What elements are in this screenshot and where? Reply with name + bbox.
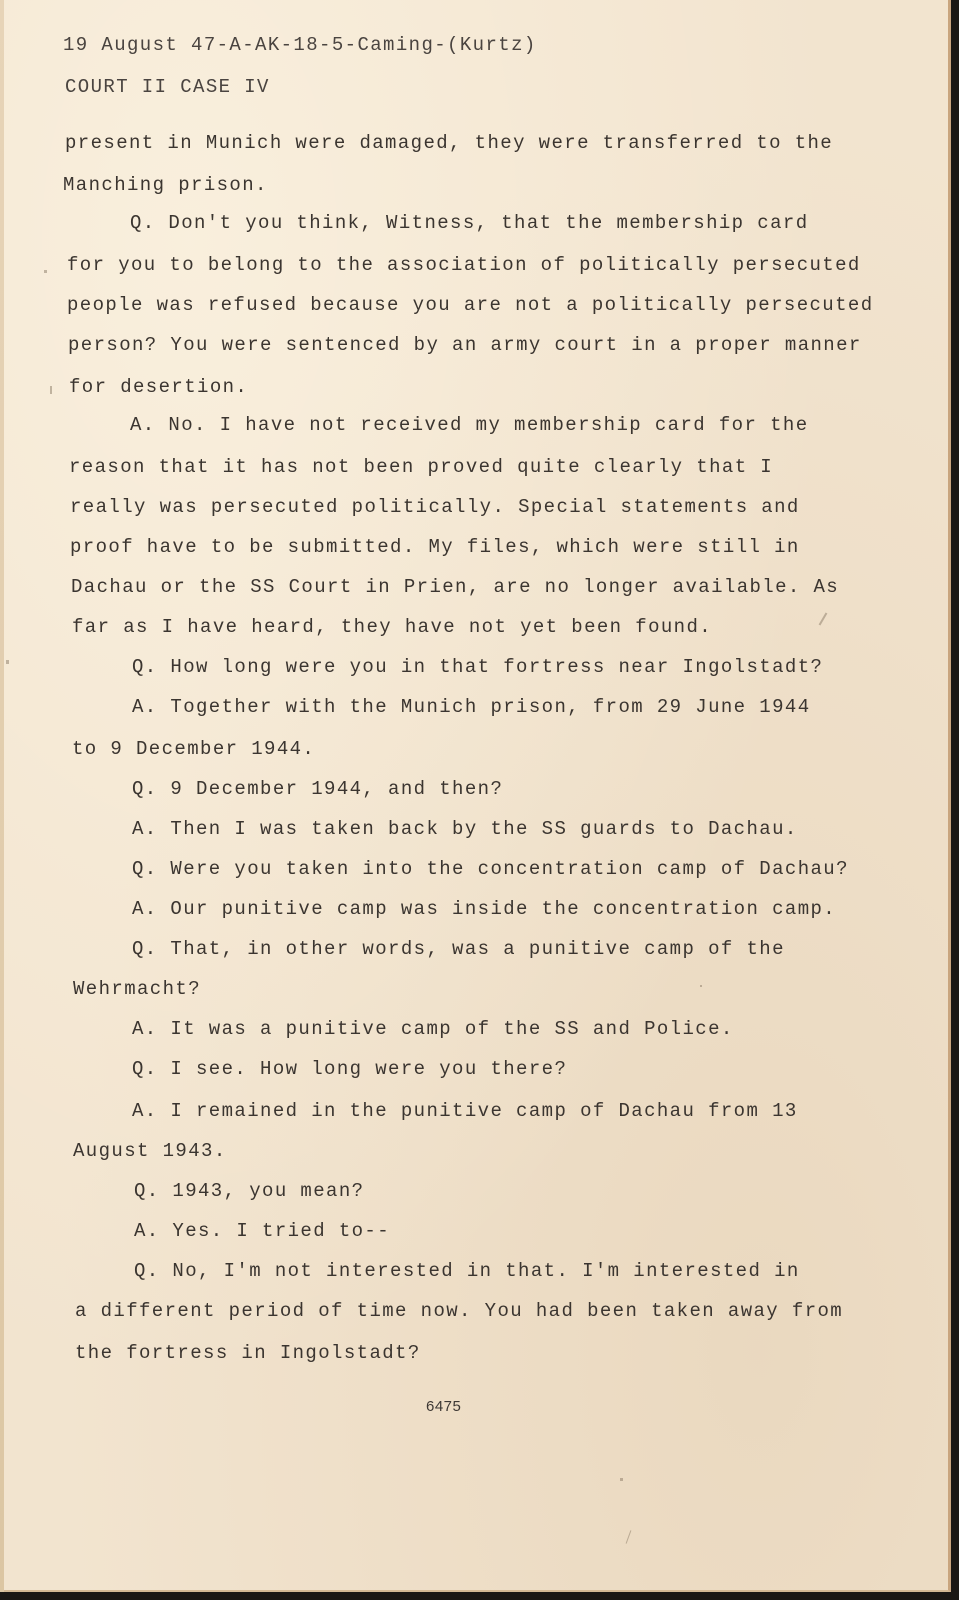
transcript-line: A. Then I was taken back by the SS guards to Dachau. <box>132 818 798 840</box>
transcript-line: A. I remained in the punitive camp of Dachau from 13 <box>132 1100 798 1122</box>
transcript-line: proof have to be submitted. My files, which were still in <box>70 536 800 558</box>
transcript-line: Manching prison. <box>63 174 268 196</box>
transcript-line: a different period of time now. You had been taken away from <box>75 1300 844 1322</box>
paper-speck <box>44 270 47 273</box>
transcript-line: Q. I see. How long were you there? <box>132 1058 568 1080</box>
transcript-line: Q. Don't you think, Witness, that the membership card <box>130 212 809 234</box>
paper-speck <box>620 1478 623 1481</box>
transcript-line: A. Yes. I tried to-- <box>134 1220 391 1242</box>
transcript-line: person? You were sentenced by an army court in a proper manner <box>68 334 862 356</box>
header-court-case: COURT II CASE IV <box>65 76 270 98</box>
transcript-line: Dachau or the SS Court in Prien, are no longer available. As <box>71 576 840 598</box>
transcript-line: Q. 9 December 1944, and then? <box>132 778 504 800</box>
transcript-line: the fortress in Ingolstadt? <box>75 1342 421 1364</box>
transcript-line: Q. That, in other words, was a punitive camp of the <box>132 938 785 960</box>
transcript-line: Wehrmacht? <box>73 978 202 1000</box>
transcript-line: present in Munich were damaged, they were transferred to the <box>65 132 834 154</box>
transcript-line: A. Together with the Munich prison, from 29 June 1944 <box>132 696 811 718</box>
header-date-case-line: 19 August 47-A-AK-18-5-Caming-(Kurtz) <box>63 34 537 56</box>
transcript-line: August 1943. <box>73 1140 227 1162</box>
paper-speck <box>819 612 828 625</box>
paper-speck <box>626 1530 632 1543</box>
transcript-line: people was refused because you are not a politically persecuted <box>67 294 874 316</box>
transcript-line: Q. No, I'm not interested in that. I'm interested in <box>134 1260 800 1282</box>
transcript-line: A. No. I have not received my membership card for the <box>130 414 809 436</box>
transcript-line: Q. Were you taken into the concentration camp of Dachau? <box>132 858 849 880</box>
transcript-line: far as I have heard, they have not yet been found. <box>72 616 713 638</box>
transcript-line: for you to belong to the association of politically persecuted <box>67 254 861 276</box>
transcript-line: Q. How long were you in that fortress near Ingolstadt? <box>132 656 824 678</box>
paper-speck <box>6 660 9 664</box>
page-number: 6475 <box>426 1398 462 1415</box>
transcript-line: reason that it has not been proved quite clearly that I <box>69 456 774 478</box>
paper-speck <box>50 386 52 394</box>
paper-speck <box>700 985 702 987</box>
transcript-line: Q. 1943, you mean? <box>134 1180 365 1202</box>
transcript-line: A. Our punitive camp was inside the concentration camp. <box>132 898 837 920</box>
transcript-line: to 9 December 1944. <box>72 738 316 760</box>
transcript-line: really was persecuted politically. Special statements and <box>70 496 800 518</box>
transcript-line: for desertion. <box>69 376 249 398</box>
transcript-line: A. It was a punitive camp of the SS and Police. <box>132 1018 734 1040</box>
page-edge <box>0 0 4 1592</box>
